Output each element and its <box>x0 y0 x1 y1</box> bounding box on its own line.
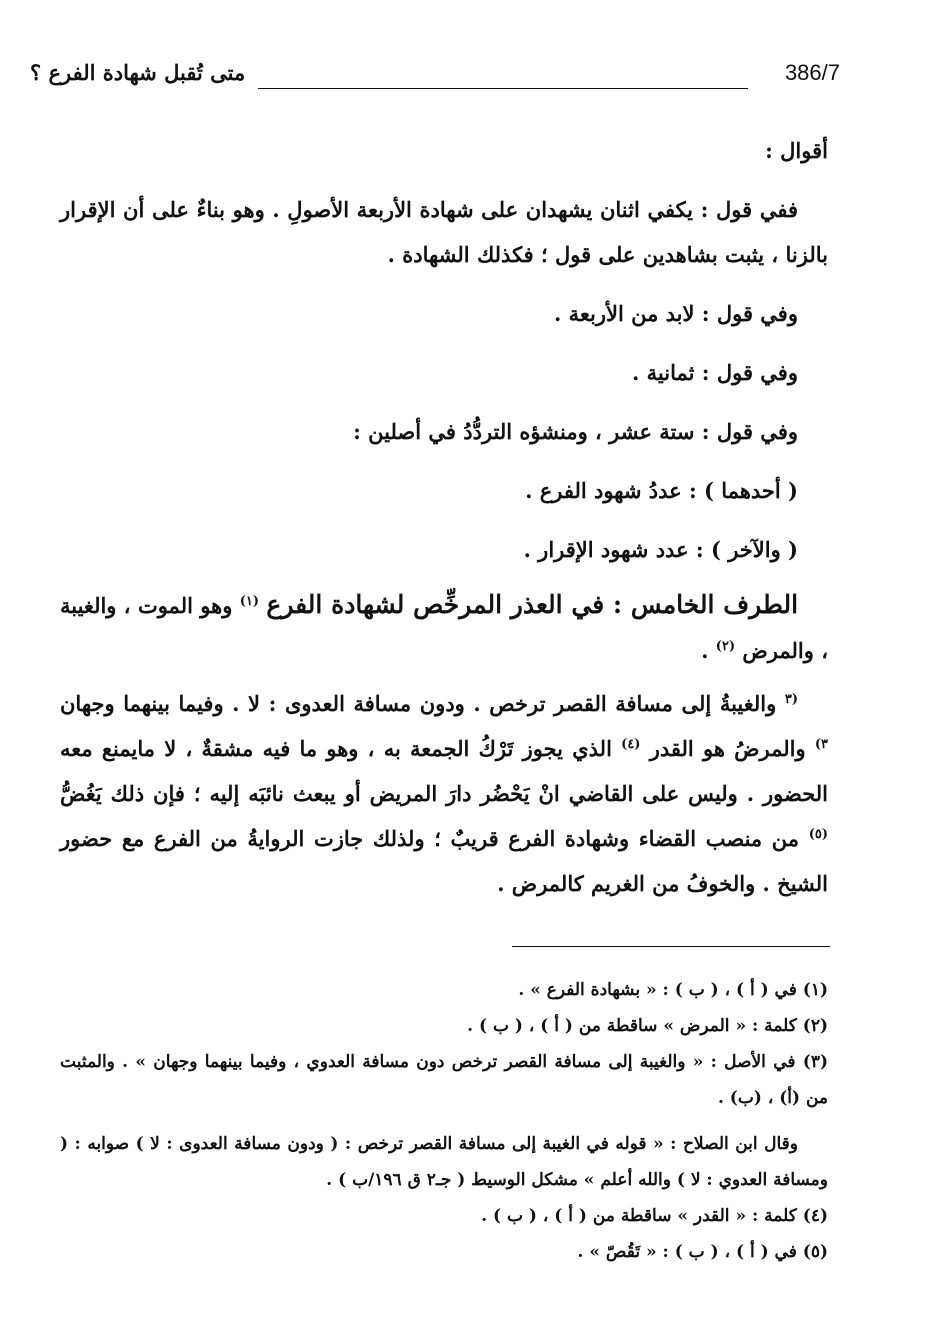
footnote-separator <box>512 946 830 947</box>
origin-item-one: ( أحدهما ) : عددُ شهود الفرع . <box>525 478 798 503</box>
heading-aqwal: أقوال : <box>765 138 828 163</box>
footnote-3-continuation: وقال ابن الصلاح : « قوله في الغيبة إلى مسافة القصر ترخص : ( ودون مسافة العدوى : لا ) صوابه : ( ومسافة العدوي : لا ) والله أعلم » مشكل الوسيط ( جـ٢ ق ١٩٦/ب ) . <box>60 1134 828 1190</box>
opinion-item-sixteen: وفي قول : ستة عشر ، ومنشؤه التردُّدُ في أصلين : <box>353 419 798 444</box>
footnote-ref-2[interactable]: (٢) <box>715 639 736 654</box>
footnote-ref-5[interactable]: (٥) <box>808 827 828 842</box>
section-end-mark: . <box>701 638 709 663</box>
footnote-ref-3-close[interactable]: ٣) <box>814 737 829 752</box>
absence-text: والغيبةُ إلى مسافة القصر ترخص . ودون مسافة العدوى : لا . وفيما بينهما وجهان <box>60 691 777 716</box>
closing-text: من منصب القضاء وشهادة الفرع قريبٌ ؛ ولذلك جازت الروايةُ من الفرع مع حضور الشيخ . والخوفُ من الغريم كالمرض . <box>60 826 828 896</box>
section-continuation: وهو الموت ، والغيبة ، والمرض <box>60 593 828 663</box>
section-heading <box>60 582 828 673</box>
opinion-item-four: وفي قول : لابد من الأربعة . <box>553 301 798 326</box>
footnote-4: (٤) كلمة : « القدر » ساقطة من ( أ ) ، ( ب ) . <box>481 1206 828 1226</box>
origin-item-two: ( والآخر ) : عدد شهود الإقرار . <box>523 537 798 562</box>
running-header <box>30 58 840 98</box>
footnote-3: (٣) في الأصل : « والغيبة إلى مسافة القصر ترخص دون مسافة العدوي ، وفيما بينهما وجهان » . والمثبت من (أ) ، (ب) . <box>60 1052 829 1108</box>
footnote-ref-1[interactable]: (١) <box>239 594 260 609</box>
footnote-5: (٥) في ( أ ) ، ( ب ) : « تَقُصّ » . <box>577 1242 828 1262</box>
footnote-ref-4[interactable]: (٤) <box>621 737 641 752</box>
footnote-1: (١) في ( أ ) ، ( ب ) : « بشهادة الفرع » . <box>518 980 828 1000</box>
footnotes <box>60 972 828 1270</box>
opinion-item-eight: وفي قول : ثمانية . <box>632 360 798 385</box>
main-text <box>60 128 828 906</box>
paragraph-first-opinion: ففي قول : يكفي اثنان يشهدان على شهادة الأربعة الأصولِ . وهو بناءٌ على أن الإقرار بالزنا ، يثبت بشاهدين على قول ؛ فكذلك الشهادة . <box>60 197 828 267</box>
header-rule <box>258 88 748 89</box>
footnote-2: (٢) كلمة : « المرض » ساقطة من ( أ ) ، ( ب ) . <box>467 1016 828 1036</box>
judge-text: الذي يجوز تَرْكُ الجمعة به ، وهو ما فيه مشقةٌ ، لا مايمنع معه الحضور . وليس على القاضي انْ يَحْضُر دارَ المريض أو يبعث نائبَه إليه ؛ فإن ذلك يَغُضُّ <box>60 736 828 806</box>
footnote-ref-3-open[interactable]: (٣ <box>784 692 799 707</box>
paragraph-absence-illness <box>60 681 828 906</box>
header-title: متى تُقبل شهادة الفرع ؟ <box>30 60 246 85</box>
section-title: الطرف الخامس : في العذر المرخِّص لشهادة الفرع <box>266 590 799 619</box>
illness-text: والمرضُ هو القدر <box>649 736 806 761</box>
page-number: 386/7 <box>784 60 840 85</box>
